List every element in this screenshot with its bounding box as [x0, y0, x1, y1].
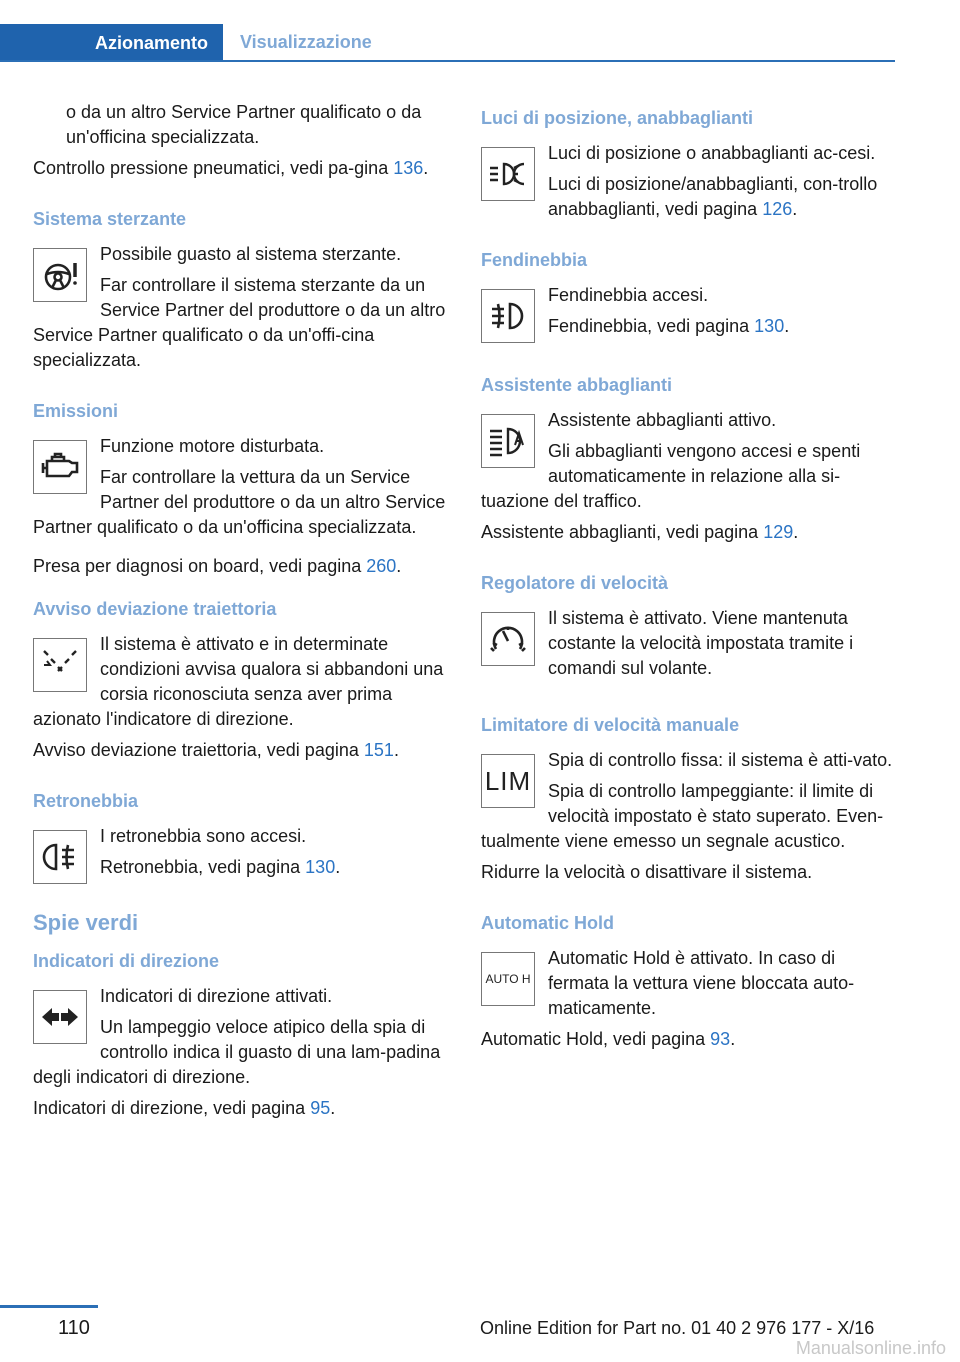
front-fog-light-icon: [481, 289, 535, 343]
heading-lowbeam: Luci di posizione, anabbaglianti: [481, 108, 754, 128]
lane-ref: Avviso deviazione traiettoria, vedi pagina 151.: [33, 740, 399, 760]
entry-lane: [33, 632, 448, 732]
heading-green-lights: Spie verdi: [33, 910, 139, 935]
limiter-icon-label: LIM: [484, 765, 532, 796]
page-link-151[interactable]: 151: [363, 740, 394, 760]
heading-steering: Sistema sterzante: [33, 209, 187, 229]
left-column: [33, 100, 448, 1127]
steering-text-2: Far controllare il sistema sterzante da un Service Partner del produttore o da un altro Service Partner qualificato o da un'offi-cina specializzata.: [33, 275, 446, 370]
section-tabs: [0, 24, 895, 62]
page-link-260[interactable]: 260: [366, 556, 397, 576]
low-beam-icon: [481, 147, 535, 201]
heading-cruise: Regolatore di velocità: [481, 573, 669, 593]
lowbeam-text-1: Luci di posizione o anabbaglianti ac-cesi.: [548, 143, 876, 163]
lane-departure-icon: [33, 638, 87, 692]
turn-text-1: Indicatori di direzione attivati.: [100, 986, 333, 1006]
turn-text-2: Un lampeggio veloce atipico della spia di controllo indica il guasto di una lam-padina degli indicatori di direzione.: [33, 1017, 441, 1087]
heading-frontfog: Fendinebbia: [481, 250, 588, 270]
watermark: Manualsonline.info: [795, 1338, 946, 1358]
tab-azionamento[interactable]: Azionamento: [0, 24, 223, 62]
steering-text-1: Possibile guasto al sistema sterzante.: [100, 244, 402, 264]
autohold-text-1: Automatic Hold è attivato. In caso di fermata la vettura viene bloccata auto-maticamente.: [548, 948, 855, 1018]
footer-rule: [0, 1305, 98, 1308]
heading-emissions: Emissioni: [33, 401, 119, 421]
frontfog-text-1: Fendinebbia accesi.: [548, 285, 709, 305]
heading-limiter: Limitatore di velocità manuale: [481, 715, 740, 735]
high-beam-assistant-icon: [481, 414, 535, 468]
entry-highbeam: [481, 408, 896, 514]
page-link-136[interactable]: 136: [393, 158, 424, 178]
lowbeam-ref: Luci di posizione/anabbaglianti, con-trollo anabbaglianti, vedi pagina 126.: [548, 174, 878, 219]
page-link-130-rear[interactable]: 130: [305, 857, 336, 877]
page-link-129[interactable]: 129: [763, 522, 794, 542]
limiter-text-1: Spia di controllo fissa: il sistema è atti-vato.: [548, 750, 893, 770]
page-link-93[interactable]: 93: [710, 1029, 731, 1049]
entry-turn: [33, 984, 448, 1090]
page-link-95[interactable]: 95: [310, 1098, 331, 1118]
highbeam-text-1: Assistente abbaglianti attivo.: [548, 410, 777, 430]
limiter-text-2: Spia di controllo lampeggiante: il limite di velocità impostato è stato superato. Even-tualmente viene emesso un segnale acustico.: [481, 781, 884, 851]
heading-rearfog: Retronebbia: [33, 791, 139, 811]
entry-autohold: [481, 946, 896, 1021]
emissions-text-2: Far controllare la vettura da un Service Partner del produttore o da un altro Service Partner qualificato o da un'officina specializzata.: [33, 467, 446, 537]
heading-lane: Avviso deviazione traiettoria: [33, 599, 277, 619]
highbeam-ref: Assistente abbaglianti, vedi pagina 129.: [481, 522, 799, 542]
entry-emissions: [33, 434, 448, 540]
turn-signal-icon: [33, 990, 87, 1044]
heading-turn: Indicatori di direzione: [33, 951, 220, 971]
page-number: 110: [58, 1317, 90, 1339]
auto-hold-icon: [481, 952, 535, 1006]
rearfog-text-1: I retronebbia sono accesi.: [100, 826, 307, 846]
entry-rearfog: [33, 824, 448, 880]
autohold-ref: Automatic Hold, vedi pagina 93.: [481, 1029, 736, 1049]
tire-pressure-ref: Controllo pressione pneumatici, vedi pa-gina 136.: [33, 158, 429, 178]
entry-cruise: [481, 606, 896, 681]
turn-ref: Indicatori di direzione, vedi pagina 95.: [33, 1098, 336, 1118]
emissions-text-1: Funzione motore disturbata.: [100, 436, 325, 456]
right-column: [481, 100, 896, 1058]
heading-autohold: Automatic Hold: [481, 913, 614, 933]
tab-visualizzazione[interactable]: Visualizzazione: [240, 32, 372, 52]
page-link-130-front[interactable]: 130: [754, 316, 785, 336]
steering-wheel-warning-icon: [33, 248, 87, 302]
tab-underline: [0, 60, 895, 62]
frontfog-ref: Fendinebbia, vedi pagina 130.: [548, 316, 790, 336]
highbeam-text-2: Gli abbaglianti vengono accesi e spenti automaticamente in relazione alla si-tuazione del traffico.: [481, 441, 861, 511]
cruise-text-1: Il sistema è attivato. Viene mantenuta costante la velocità impostata tramite i comandi sul volante.: [548, 608, 854, 678]
heading-highbeam: Assistente abbaglianti: [481, 375, 673, 395]
lane-text-1: Il sistema è attivato e in determinate condizioni avvisa qualora si abbandoni una corsia riconosciuta senza aver prima azionato l'indicatore di direzione.: [33, 634, 444, 729]
rear-fog-light-icon: [33, 830, 87, 884]
speed-limiter-icon: [481, 754, 535, 808]
limiter-text-3: Ridurre la velocità o disattivare il sistema.: [481, 862, 813, 882]
online-edition-note: Online Edition for Part no. 01 40 2 976 177 - X/16: [480, 1318, 875, 1338]
engine-icon: [33, 440, 87, 494]
cruise-control-icon: [481, 612, 535, 666]
entry-limiter: [481, 748, 896, 854]
entry-frontfog: [481, 283, 896, 339]
page-link-126[interactable]: 126: [762, 199, 793, 219]
entry-lowbeam: [481, 141, 896, 166]
autohold-icon-label: AUTO H: [485, 971, 531, 986]
entry-steering: [33, 242, 448, 373]
obd-ref: Presa per diagnosi on board, vedi pagina 260.: [33, 556, 402, 576]
intro-continuation: o da un altro Service Partner qualificato o da un'officina specializzata.: [66, 102, 422, 147]
rearfog-ref: Retronebbia, vedi pagina 130.: [100, 857, 341, 877]
